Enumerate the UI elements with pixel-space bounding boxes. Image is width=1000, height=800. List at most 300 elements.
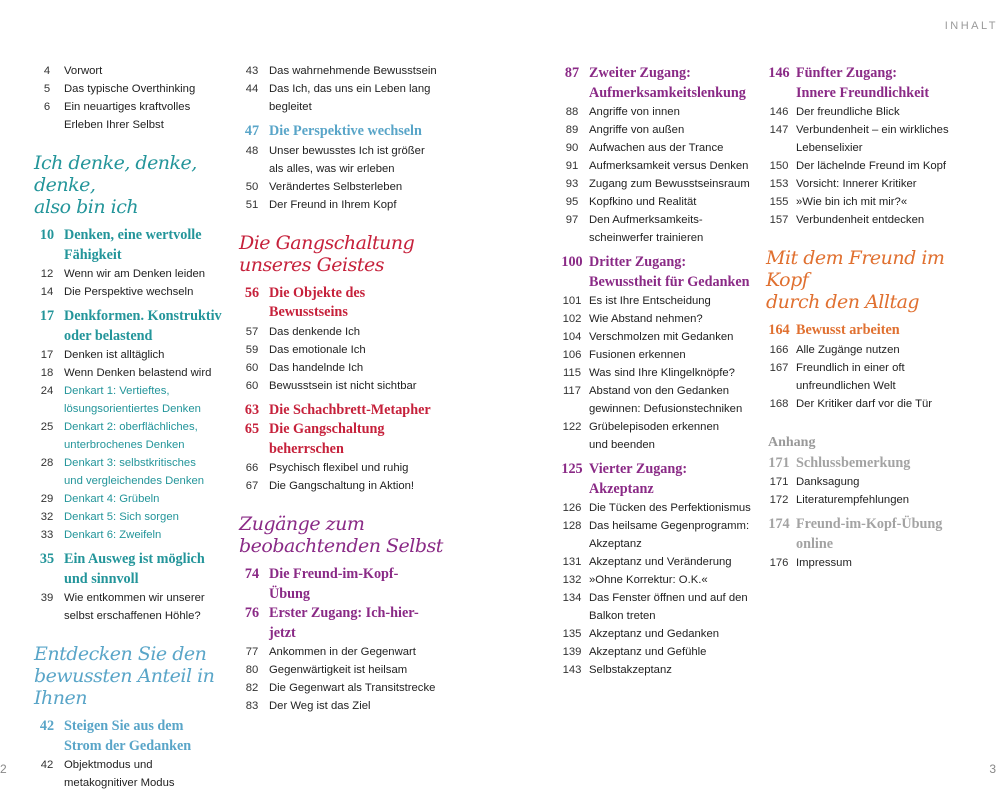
- page-number: 146: [769, 106, 789, 118]
- page-number: [235, 304, 269, 321]
- entry-title: Das denkende Ich: [269, 325, 361, 338]
- toc-entry[interactable]: [30, 98, 230, 116]
- page-number: 125: [561, 461, 583, 477]
- toc-entry[interactable]: [30, 265, 230, 283]
- toc-entry[interactable]: [235, 62, 445, 80]
- entry-title: gewinnen: Defusionstechniken: [589, 403, 743, 415]
- page-number: 102: [562, 313, 582, 325]
- page-number: [762, 536, 796, 553]
- entry-title: Denken ist alltäglich: [64, 349, 165, 361]
- toc-entry[interactable]: [30, 62, 230, 80]
- toc-entry[interactable]: [555, 400, 755, 418]
- toc-entry[interactable]: [30, 400, 230, 418]
- page-number: 166: [769, 343, 789, 356]
- entry-title: Die Gegenwart als Transitstrecke: [269, 682, 436, 694]
- toc-entry[interactable]: [30, 80, 230, 98]
- entry-title: Es ist Ihre Entscheidung: [589, 295, 711, 307]
- entry-title: Zugang zum Bewusstseinsraum: [589, 178, 750, 190]
- toc-entry[interactable]: [30, 436, 230, 454]
- toc-entry[interactable]: [555, 382, 755, 400]
- entry-title: Fähigkeit: [64, 246, 122, 263]
- entry-title: Der Freund in Ihrem Kopf: [269, 198, 397, 211]
- toc-entry[interactable]: [30, 283, 230, 301]
- toc-entry[interactable]: [762, 554, 972, 572]
- toc-entry[interactable]: [555, 211, 755, 229]
- page-number: [235, 625, 269, 642]
- toc-entry[interactable]: [555, 517, 755, 535]
- entry-title: Zweiter Zugang:: [589, 65, 691, 81]
- section-heading-line: Entdecken Sie den: [34, 643, 207, 665]
- section-heading-line: durch den Alltag: [766, 291, 920, 313]
- entry-title: Fusionen erkennen: [589, 349, 686, 361]
- entry-title: Erster Zugang: Ich-hier-: [269, 605, 419, 621]
- entry-title: Der freundliche Blick: [796, 106, 900, 118]
- page-number: 5: [43, 83, 51, 95]
- page-number: 43: [245, 65, 259, 77]
- toc-entry[interactable]: [30, 607, 230, 625]
- entry-title: Innere Freundlichkeit: [796, 84, 930, 101]
- entry-title: Denkart 3: selbstkritisches: [64, 457, 196, 469]
- entry-title: jetzt: [269, 624, 296, 641]
- page-number: 157: [769, 214, 789, 226]
- page-number: 104: [562, 331, 582, 343]
- page-number: 63: [244, 401, 260, 418]
- toc-column-4: [762, 62, 972, 572]
- toc-chapter[interactable]: [235, 566, 445, 583]
- page-number: 35: [39, 551, 55, 567]
- page-number: 134: [562, 592, 582, 604]
- page-number: 17: [40, 349, 54, 361]
- page-number: 24: [40, 385, 54, 397]
- page-number: 88: [565, 106, 579, 118]
- toc-chapter[interactable]: [235, 605, 445, 622]
- page-number: 66: [245, 462, 259, 474]
- entry-title: Literaturempfehlungen: [796, 494, 910, 506]
- toc-chapter[interactable]: [762, 536, 972, 553]
- entry-title: metakognitiver Modus: [64, 777, 175, 789]
- page-number: 95: [565, 196, 579, 208]
- toc-entry[interactable]: [762, 491, 972, 509]
- entry-title: Vorwort: [64, 65, 103, 77]
- entry-title: Objektmodus und: [64, 759, 153, 771]
- toc-entry[interactable]: [762, 395, 972, 413]
- entry-title: Verbundenheit entdecken: [796, 214, 925, 226]
- section-heading-line: Zugänge zum: [239, 513, 365, 535]
- section-heading-line: Mit dem Freund im Kopf: [766, 247, 945, 291]
- toc-entry[interactable]: [235, 661, 445, 679]
- page-number: 172: [769, 494, 789, 506]
- page-number: 174: [768, 516, 790, 532]
- entry-title: Fünfter Zugang:: [796, 65, 898, 81]
- page-number: 60: [245, 379, 259, 392]
- toc-entry[interactable]: [555, 589, 755, 607]
- page-number: 10: [39, 227, 55, 243]
- toc-entry[interactable]: [555, 535, 755, 553]
- toc-entry[interactable]: [555, 103, 755, 121]
- toc-entry[interactable]: [555, 661, 755, 679]
- toc-entry[interactable]: [235, 341, 445, 359]
- toc-entry[interactable]: [555, 607, 755, 625]
- page-number: 67: [245, 480, 259, 492]
- toc-entry[interactable]: [30, 589, 230, 607]
- entry-title: Angriffe von außen: [589, 124, 685, 136]
- entry-title: selbst erschaffenen Höhle?: [64, 610, 201, 622]
- section-heading: [239, 232, 445, 276]
- toc-entry[interactable]: [30, 382, 230, 400]
- toc-entry[interactable]: [30, 526, 230, 544]
- toc-chapter[interactable]: [762, 85, 972, 102]
- entry-title: Unser bewusstes Ich ist größer: [269, 144, 425, 157]
- page-number: [555, 229, 589, 247]
- toc-chapter[interactable]: [30, 308, 230, 325]
- entry-title: Bewusstheit für Gedanken: [589, 273, 750, 290]
- entry-title: Grübelepisoden erkennen: [589, 421, 720, 433]
- entry-title: Den Aufmerksamkeits-: [589, 214, 703, 226]
- page-number: 171: [768, 454, 790, 471]
- entry-title: Balkon treten: [589, 610, 656, 622]
- toc-entry[interactable]: [235, 679, 445, 697]
- entry-title: Gegenwärtigkeit ist heilsam: [269, 664, 408, 676]
- entry-title: Denken, eine wertvolle: [64, 227, 202, 243]
- entry-title: Akzeptanz: [589, 538, 642, 550]
- page-number: [235, 441, 269, 458]
- entry-title: online: [796, 535, 834, 552]
- entry-title: Das Ich, das uns ein Leben lang: [269, 83, 431, 95]
- toc-column-3: [555, 62, 755, 679]
- toc-entry[interactable]: [555, 328, 755, 346]
- page-number: [555, 85, 589, 102]
- entry-title: Verschmolzen mit Gedanken: [589, 331, 734, 343]
- toc-entry[interactable]: [235, 196, 445, 214]
- entry-title: Die Tücken des Perfektionismus: [589, 502, 751, 514]
- toc-chapter[interactable]: [555, 461, 755, 478]
- page-number: 39: [40, 592, 54, 604]
- page-number: 150: [769, 160, 789, 172]
- toc-chapter[interactable]: [555, 274, 755, 291]
- toc-entry[interactable]: [762, 139, 972, 157]
- toc-entry[interactable]: [30, 116, 230, 134]
- toc-entry[interactable]: [555, 292, 755, 310]
- entry-title: Die Gangschaltung in Aktion!: [269, 480, 415, 492]
- page-number: 42: [40, 759, 54, 771]
- page-number: [235, 586, 269, 603]
- toc-entry[interactable]: [762, 359, 972, 377]
- toc-chapter[interactable]: [555, 481, 755, 498]
- toc-chapter[interactable]: [235, 586, 445, 603]
- toc-entry[interactable]: [762, 473, 972, 491]
- toc-entry[interactable]: [30, 454, 230, 472]
- entry-title: Wie entkommen wir unserer: [64, 592, 205, 604]
- toc-chapter[interactable]: [30, 328, 230, 345]
- toc-chapter[interactable]: [235, 402, 445, 419]
- section-heading-line: Die Gangschaltung: [239, 231, 415, 254]
- page-number: 131: [562, 556, 582, 568]
- entry-title: Der lächelnde Freund im Kopf: [796, 160, 947, 172]
- section-heading-line: also bin ich: [34, 196, 139, 218]
- section-heading-line: Ich denke, denke, denke,: [34, 152, 197, 196]
- toc-entry[interactable]: [30, 346, 230, 364]
- page-number: [555, 481, 589, 498]
- toc-entry[interactable]: [235, 323, 445, 341]
- entry-title: Verbundenheit – ein wirkliches: [796, 124, 949, 136]
- entry-title: »Ohne Korrektur: O.K.«: [589, 574, 708, 586]
- entry-title: Steigen Sie aus dem: [64, 718, 184, 734]
- toc-chapter[interactable]: [762, 455, 972, 472]
- page-number: [30, 472, 64, 490]
- page-number: 126: [562, 502, 582, 514]
- toc-entry[interactable]: [235, 643, 445, 661]
- entry-title: Alle Zugänge nutzen: [796, 343, 900, 356]
- entry-title: Was sind Ihre Klingelknöpfe?: [589, 367, 735, 379]
- toc-entry[interactable]: [555, 625, 755, 643]
- page-number: 32: [40, 511, 54, 523]
- page-number: [762, 139, 796, 157]
- page-number: 59: [245, 343, 259, 356]
- toc-chapter[interactable]: [555, 65, 755, 82]
- entry-title: Dritter Zugang:: [589, 254, 687, 270]
- entry-title: Selbstakzeptanz: [589, 664, 672, 676]
- toc-entry[interactable]: [555, 571, 755, 589]
- entry-title: Das wahrnehmende Bewusstsein: [269, 65, 437, 77]
- toc-entry[interactable]: [235, 477, 445, 495]
- entry-title: Denkart 4: Grübeln: [64, 493, 160, 505]
- entry-title: Der Kritiker darf vor die Tür: [796, 397, 933, 410]
- page-number: 176: [769, 557, 789, 569]
- toc-entry[interactable]: [235, 98, 445, 116]
- entry-title: Impressum: [796, 557, 852, 569]
- page-number: 167: [769, 361, 789, 374]
- entry-title: Ankommen in der Gegenwart: [269, 646, 416, 658]
- section-heading: [766, 247, 972, 313]
- toc-entry[interactable]: [762, 211, 972, 229]
- toc-entry[interactable]: [555, 139, 755, 157]
- entry-title: unterbrochenes Denken: [64, 439, 185, 451]
- toc-chapter[interactable]: [235, 421, 445, 438]
- page-number: [762, 377, 796, 395]
- page-number: 100: [561, 254, 583, 270]
- entry-title: Verändertes Selbsterleben: [269, 180, 403, 193]
- toc-entry[interactable]: [30, 472, 230, 490]
- entry-title: Vorsicht: Innerer Kritiker: [796, 178, 917, 190]
- toc-entry[interactable]: [762, 121, 972, 139]
- toc-entry[interactable]: [30, 490, 230, 508]
- page-number: 135: [562, 628, 582, 640]
- entry-title: Die Gangschaltung: [269, 421, 385, 437]
- toc-entry[interactable]: [555, 229, 755, 247]
- toc-chapter[interactable]: [762, 516, 972, 533]
- page-number: 17: [39, 308, 55, 324]
- toc-entry[interactable]: [762, 175, 972, 193]
- page-number: 14: [40, 286, 54, 298]
- toc-entry[interactable]: [762, 157, 972, 175]
- entry-title: Lebenselixier: [796, 142, 863, 154]
- toc-entry[interactable]: [235, 459, 445, 477]
- page-number: 132: [562, 574, 582, 586]
- page-number: 76: [244, 605, 260, 621]
- entry-title: und vergleichendes Denken: [64, 475, 205, 487]
- page-number: 6: [43, 101, 51, 113]
- entry-title: Denkart 5: Sich sorgen: [64, 511, 179, 523]
- entry-title: Denkart 2: oberflächliches,: [64, 421, 198, 433]
- page-number: [30, 571, 64, 588]
- toc-chapter[interactable]: [235, 123, 445, 140]
- toc-chapter[interactable]: [762, 322, 972, 339]
- toc-entry[interactable]: [762, 103, 972, 121]
- toc-chapter[interactable]: [30, 718, 230, 735]
- toc-entry[interactable]: [235, 178, 445, 196]
- toc-entry[interactable]: [30, 756, 230, 774]
- page-number: [555, 400, 589, 418]
- toc-chapter[interactable]: [235, 441, 445, 458]
- page-number: 83: [245, 700, 259, 712]
- entry-title: Die Freund-im-Kopf-: [269, 566, 399, 582]
- toc-chapter[interactable]: [555, 254, 755, 271]
- page-number: 42: [39, 718, 55, 734]
- page-number: [235, 98, 269, 116]
- page-number-right: 3: [989, 762, 996, 776]
- entry-title: Schlussbemerkung: [796, 454, 911, 471]
- page-number: 87: [564, 65, 580, 81]
- entry-title: Bewusstseins: [269, 304, 348, 320]
- entry-title: Das heilsame Gegenprogramm:: [589, 520, 750, 532]
- toc-entry[interactable]: [555, 643, 755, 661]
- toc-entry[interactable]: [555, 364, 755, 382]
- page-number: 65: [244, 421, 260, 437]
- entry-title: unfreundlichen Welt: [796, 379, 896, 392]
- section-heading: [34, 643, 230, 709]
- page-number: 18: [40, 367, 54, 379]
- page-number: 153: [769, 178, 789, 190]
- toc-entry[interactable]: [555, 553, 755, 571]
- entry-title: Aufmerksamkeitslenkung: [589, 84, 746, 101]
- entry-title: Denkformen. Konstruktiv: [64, 308, 222, 324]
- page-number: [555, 607, 589, 625]
- appendix-label: Anhang: [768, 434, 816, 450]
- page-number: [30, 116, 64, 134]
- page-number: 117: [562, 385, 581, 397]
- entry-title: und beenden: [589, 439, 655, 451]
- toc-entry[interactable]: [555, 346, 755, 364]
- page-number: 74: [244, 566, 260, 582]
- toc-chapter[interactable]: [30, 551, 230, 568]
- toc-entry[interactable]: [555, 157, 755, 175]
- entry-title: Die Perspektive wechseln: [64, 286, 194, 298]
- page-number: 90: [565, 142, 579, 154]
- toc-entry[interactable]: [235, 160, 445, 178]
- page-number: 12: [40, 268, 54, 280]
- entry-title: Akzeptanz: [589, 480, 654, 497]
- toc-entry[interactable]: [762, 341, 972, 359]
- page-number: [30, 607, 64, 625]
- toc-entry[interactable]: [555, 310, 755, 328]
- toc-chapter[interactable]: [762, 65, 972, 82]
- entry-title: Bewusst arbeiten: [796, 322, 900, 338]
- entry-title: Akzeptanz und Gefühle: [589, 646, 707, 658]
- page-number: 77: [245, 646, 259, 658]
- toc-entry[interactable]: [235, 377, 445, 395]
- entry-title: Das Fenster öffnen und auf den: [589, 592, 748, 604]
- entry-title: Freundlich in einer oft: [796, 361, 905, 374]
- toc-chapter[interactable]: [555, 85, 755, 102]
- toc-entry[interactable]: [555, 418, 755, 436]
- toc-chapter[interactable]: [30, 571, 230, 588]
- entry-title: Vierter Zugang:: [589, 461, 688, 477]
- entry-title: Akzeptanz und Veränderung: [589, 556, 732, 568]
- entry-title: »Wie bin ich mit mir?«: [796, 196, 908, 208]
- page-number: 44: [245, 83, 259, 95]
- page-number: 97: [565, 214, 579, 226]
- entry-title: beherrschen: [269, 440, 344, 457]
- toc-entry[interactable]: [555, 436, 755, 454]
- toc-entry[interactable]: [235, 359, 445, 377]
- toc-entry[interactable]: [235, 80, 445, 98]
- page-number: 146: [768, 65, 790, 81]
- entry-title: Ein neuartiges kraftvolles: [64, 101, 191, 113]
- section-heading-line: unseres Geistes: [239, 253, 384, 276]
- toc-entry[interactable]: [30, 418, 230, 436]
- page-number: 164: [768, 322, 790, 338]
- page-number: 47: [244, 123, 260, 139]
- page-number: 51: [245, 198, 259, 211]
- section-heading: [239, 513, 445, 557]
- toc-entry[interactable]: [30, 774, 230, 792]
- entry-title: als alles, was wir erleben: [269, 162, 395, 175]
- toc-entry[interactable]: [555, 193, 755, 211]
- section-heading: [34, 152, 230, 218]
- entry-title: Aufwachen aus der Trance: [589, 142, 724, 154]
- page-number: 91: [565, 160, 579, 172]
- toc-chapter[interactable]: [30, 227, 230, 244]
- page-number: [555, 274, 589, 291]
- entry-title: Abstand von den Gedanken: [589, 385, 730, 397]
- page-number: 48: [245, 144, 259, 157]
- page-number: [235, 160, 269, 178]
- toc-chapter[interactable]: [235, 304, 445, 321]
- page-number: [30, 738, 64, 755]
- entry-title: Wie Abstand nehmen?: [589, 313, 703, 325]
- page-number: 56: [244, 284, 260, 301]
- toc-entry[interactable]: [555, 499, 755, 517]
- toc-entry[interactable]: [235, 697, 445, 715]
- toc-chapter[interactable]: [30, 738, 230, 755]
- toc-chapter[interactable]: [235, 285, 445, 302]
- toc-entry[interactable]: [555, 175, 755, 193]
- entry-title: Das emotionale Ich: [269, 343, 366, 356]
- toc-entry[interactable]: [762, 193, 972, 211]
- entry-title: Freund-im-Kopf-Übung: [796, 516, 943, 532]
- entry-title: Die Perspektive wechseln: [269, 123, 422, 139]
- section-heading-line: beobachtenden Selbst: [239, 535, 443, 557]
- toc-chapter[interactable]: [235, 625, 445, 642]
- toc-entry[interactable]: [30, 364, 230, 382]
- page-number: 50: [245, 180, 259, 193]
- toc-entry[interactable]: [762, 377, 972, 395]
- page-number: [555, 535, 589, 553]
- entry-title: Denkart 1: Vertieftes,: [64, 385, 170, 397]
- page-number: 147: [769, 124, 789, 136]
- page-number: 28: [40, 457, 54, 469]
- toc-chapter[interactable]: [30, 247, 230, 264]
- entry-title: Strom der Gedanken: [64, 737, 192, 754]
- page-number: 82: [245, 682, 259, 694]
- entry-title: lösungsorientiertes Denken: [64, 403, 201, 415]
- toc-entry[interactable]: [30, 508, 230, 526]
- toc-entry[interactable]: [555, 121, 755, 139]
- page-number: 122: [562, 421, 582, 433]
- toc-entry[interactable]: [235, 142, 445, 160]
- entry-title: begleitet: [269, 101, 312, 113]
- page-number: 171: [769, 476, 789, 488]
